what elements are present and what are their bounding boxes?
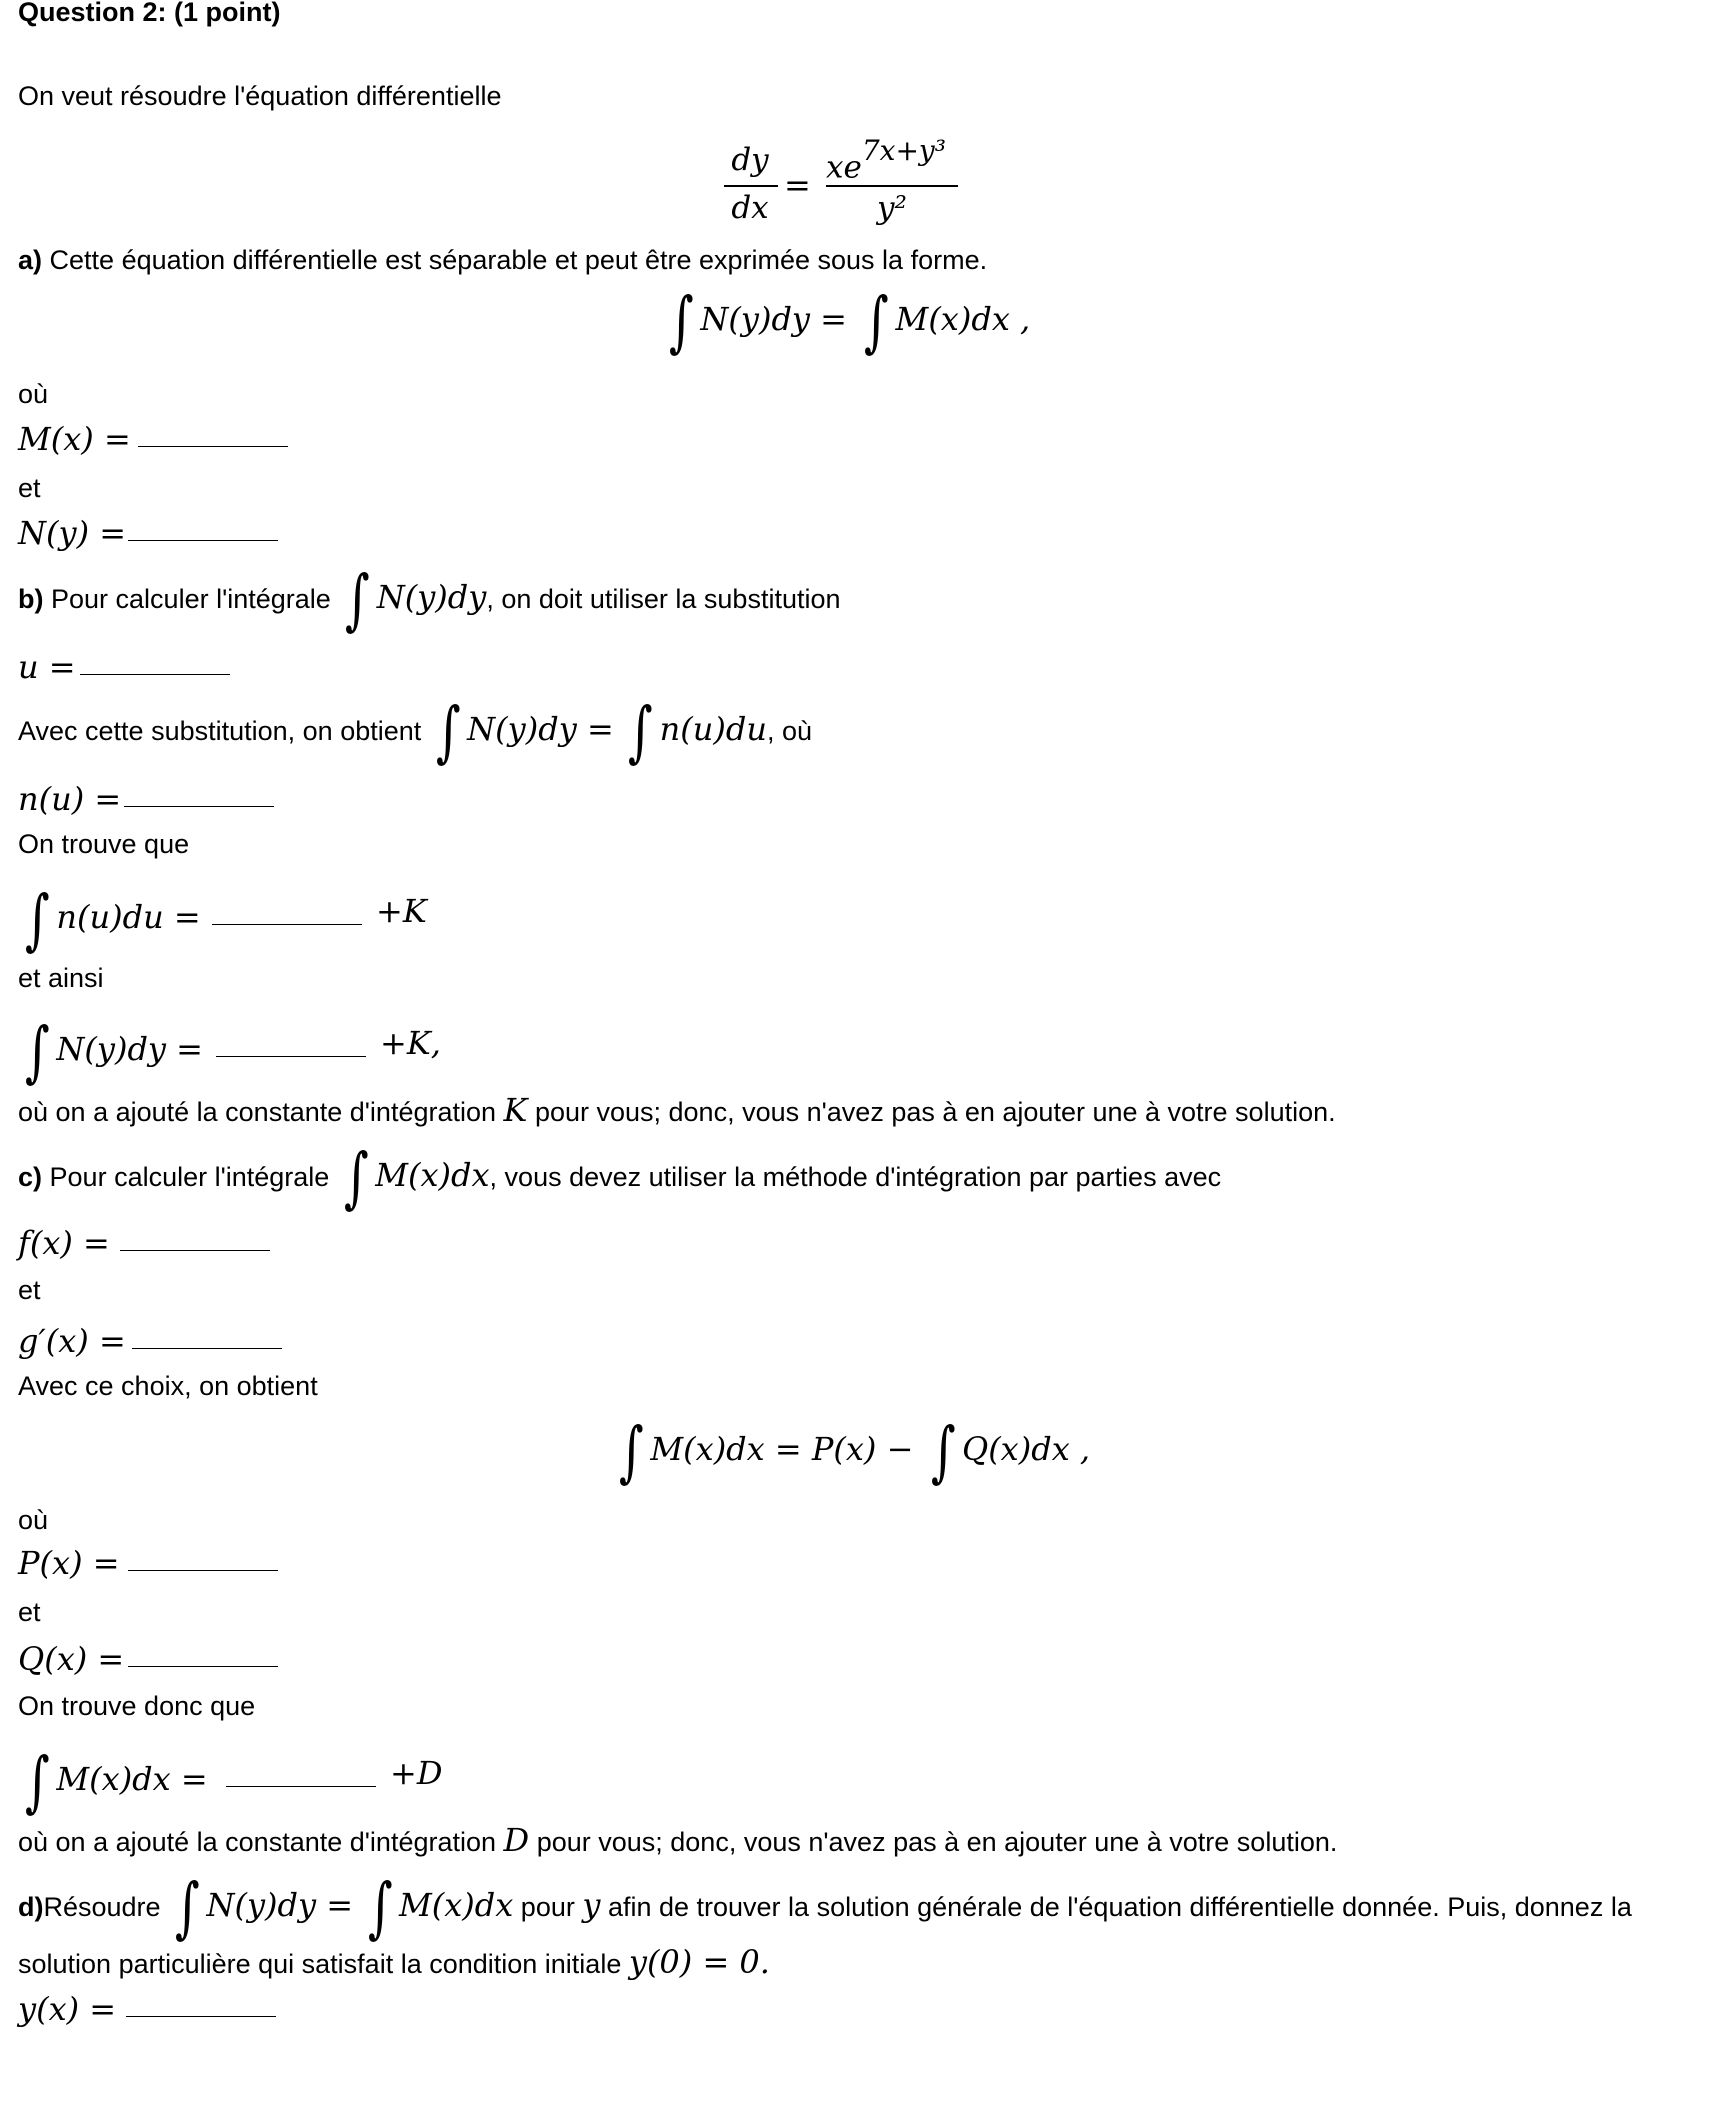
ode-equals: =	[784, 166, 811, 204]
N-label: N(y) =	[18, 514, 127, 552]
et-label-c2: et	[18, 1597, 41, 1627]
integral-sign-icon: ∫	[930, 1413, 956, 1490]
constant-D-note: où on a ajouté la constante d'intégration D pour vous; donc, vous n'avez pas à en ajouter une à votre solution.	[18, 1821, 1338, 1859]
part-c-statement: c) Pour calculer l'intégrale ∫ M(x)dx, vous devez utiliser la méthode d'intégration par parties avec	[18, 1139, 1222, 1216]
et-ainsi: et ainsi	[18, 963, 104, 993]
intro-text: On veut résoudre l'équation différentielle	[18, 81, 502, 111]
g-prime-label: g′(x) =	[18, 1322, 126, 1360]
f-label: f(x) =	[18, 1224, 110, 1262]
int-N-line: ∫ N(y)dy =	[24, 1013, 203, 1090]
et-label-c1: et	[18, 1275, 41, 1305]
int-M-answer-blank[interactable]	[226, 1766, 376, 1787]
int-n-line: ∫ n(u)du =	[24, 881, 201, 958]
et-label-a: et	[18, 473, 41, 503]
g-prime-answer-blank[interactable]	[132, 1328, 282, 1349]
part-a-integral-form: ∫ N(y)dy = ∫ M(x)dx ,	[668, 283, 1031, 360]
ode-lhs-bar	[724, 185, 778, 187]
y-answer-blank[interactable]	[126, 1996, 276, 2017]
integral-sign-icon: ∫	[435, 693, 461, 770]
y-label: y(x) =	[18, 1990, 117, 2028]
integral-sign-icon: ∫	[863, 283, 889, 360]
substitution-line: Avec cette substitution, on obtient ∫ N(y)dy = ∫ n(u)du, où	[18, 693, 812, 770]
integral-sign-icon: ∫	[618, 1413, 644, 1490]
parts-formula: ∫ M(x)dx = P(x) − ∫ Q(x)dx ,	[618, 1413, 1091, 1490]
u-answer-blank[interactable]	[80, 654, 230, 675]
part-d-statement: d)Résoudre ∫ N(y)dy = ∫ M(x)dx pour y afin de trouver la solution générale de l'équation différentielle donnée. Puis, donnez la	[18, 1869, 1632, 1946]
ode-lhs-denominator: dx	[731, 190, 769, 226]
f-answer-blank[interactable]	[120, 1230, 270, 1251]
part-d-line2: solution particulière qui satisfait la condition initiale y(0) = 0.	[18, 1943, 770, 1981]
integral-sign-icon: ∫	[24, 1013, 50, 1090]
integral-sign-icon: ∫	[628, 693, 653, 770]
integral-sign-icon: ∫	[24, 881, 50, 958]
integral-sign-icon: ∫	[345, 561, 370, 638]
ode-lhs-numerator: dy	[731, 142, 769, 178]
integral-sign-icon: ∫	[668, 283, 694, 360]
plus-K: +K	[376, 892, 427, 930]
P-answer-blank[interactable]	[128, 1550, 278, 1571]
u-label: u =	[18, 648, 76, 686]
constant-K-note: où on a ajouté la constante d'intégration K pour vous; donc, vous n'avez pas à en ajouter une à votre solution.	[18, 1091, 1336, 1129]
integral-sign-icon: ∫	[343, 1139, 369, 1216]
question-title: Question 2: (1 point)	[18, 0, 281, 27]
Q-label: Q(x) =	[18, 1640, 125, 1678]
plus-K-comma: +K,	[380, 1024, 441, 1062]
int-N-answer-blank[interactable]	[216, 1036, 366, 1057]
on-trouve-donc-que: On trouve donc que	[18, 1691, 256, 1721]
ou-label-c: où	[18, 1505, 49, 1535]
P-label: P(x) =	[18, 1544, 120, 1582]
N-answer-blank[interactable]	[128, 520, 278, 541]
part-a-statement: a) Cette équation différentielle est séparable et peut être exprimée sous la forme.	[18, 245, 988, 275]
n-label: n(u) =	[18, 780, 122, 818]
Q-answer-blank[interactable]	[128, 1646, 278, 1667]
M-label: M(x) =	[18, 420, 131, 458]
ou-label-a: où	[18, 379, 49, 409]
integral-sign-icon: ∫	[174, 1869, 200, 1946]
on-trouve-que: On trouve que	[18, 829, 190, 859]
n-answer-blank[interactable]	[124, 786, 274, 807]
int-n-answer-blank[interactable]	[212, 904, 362, 925]
int-M-line: ∫ M(x)dx =	[24, 1743, 208, 1820]
avec-ce-choix: Avec ce choix, on obtient	[18, 1371, 318, 1401]
part-b-statement: b) Pour calculer l'intégrale ∫ N(y)dy, on doit utiliser la substitution	[18, 561, 841, 638]
M-answer-blank[interactable]	[138, 426, 288, 447]
ode-rhs-bar	[826, 185, 958, 187]
integral-sign-icon: ∫	[24, 1743, 50, 1820]
ode-rhs-numerator: $xe^{7x+y^3}$	[826, 134, 946, 186]
integral-sign-icon: ∫	[367, 1869, 393, 1946]
ode-rhs-denominator: y²	[877, 190, 907, 226]
plus-D: +D	[390, 1754, 443, 1792]
